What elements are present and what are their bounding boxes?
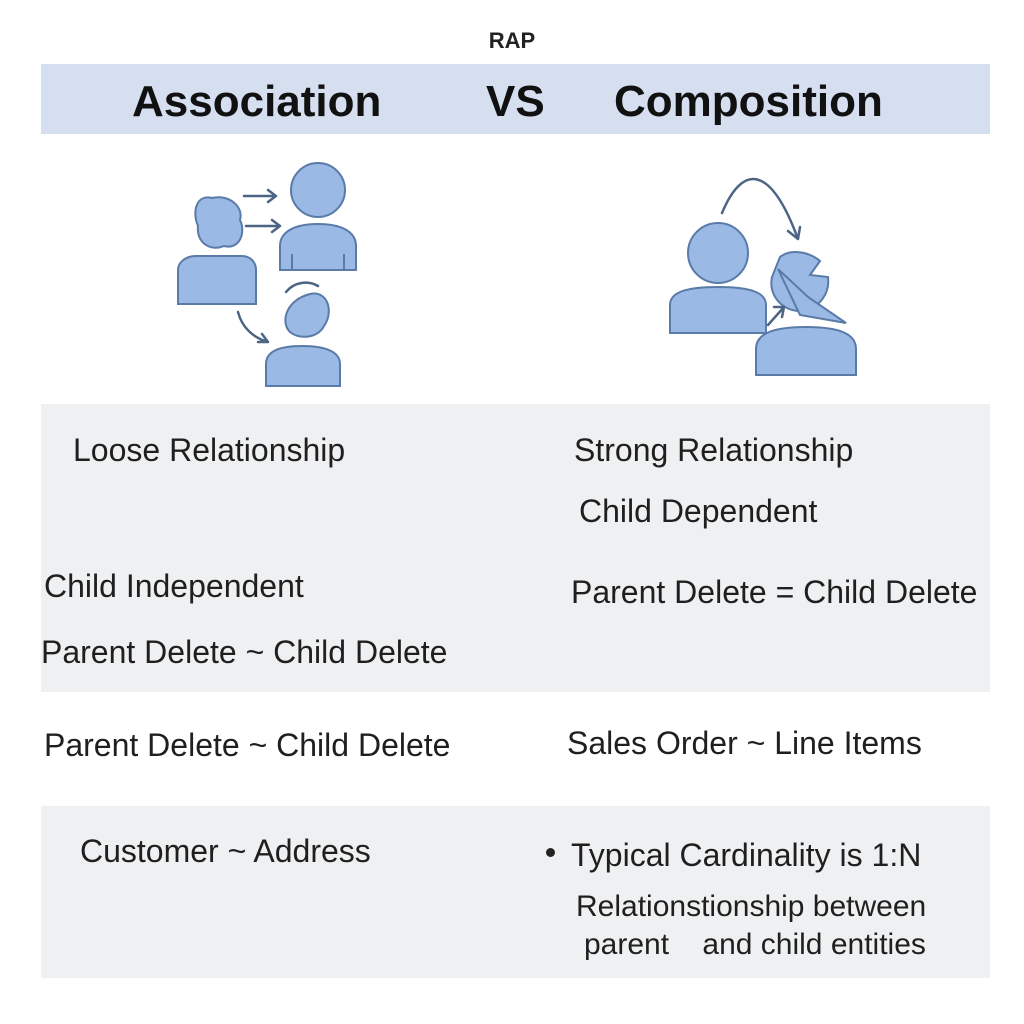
top-label: RAP xyxy=(488,28,536,53)
composition-child: Child Dependent xyxy=(579,493,818,529)
association-delete: Parent Delete ~ Child Delete xyxy=(41,634,448,670)
composition-people-icon xyxy=(660,165,870,385)
association-title: Association xyxy=(132,77,382,126)
composition-note-line2: parent and child entities xyxy=(584,928,926,961)
association-delete-repeat: Parent Delete ~ Child Delete xyxy=(44,727,451,763)
association-people-icon xyxy=(160,150,400,400)
composition-title: Composition xyxy=(614,77,883,126)
association-example: Customer ~ Address xyxy=(80,833,371,869)
person-icon xyxy=(280,163,356,270)
association-relationship: Loose Relationship xyxy=(73,432,346,468)
composition-relationship: Strong Relationship xyxy=(574,432,854,468)
vs-label: VS xyxy=(486,77,545,126)
bullet-icon xyxy=(546,848,555,857)
person-icon xyxy=(266,283,340,386)
person-icon xyxy=(178,197,256,304)
association-child: Child Independent xyxy=(44,568,304,604)
composition-note-line1: Relationstionship between xyxy=(576,890,927,923)
parent-person-icon xyxy=(670,223,766,333)
composition-example: Sales Order ~ Line Items xyxy=(567,725,922,761)
child-person-icon xyxy=(756,252,856,375)
composition-cardinality: Typical Cardinality is 1:N xyxy=(571,837,922,873)
composition-delete: Parent Delete = Child Delete xyxy=(571,574,978,610)
